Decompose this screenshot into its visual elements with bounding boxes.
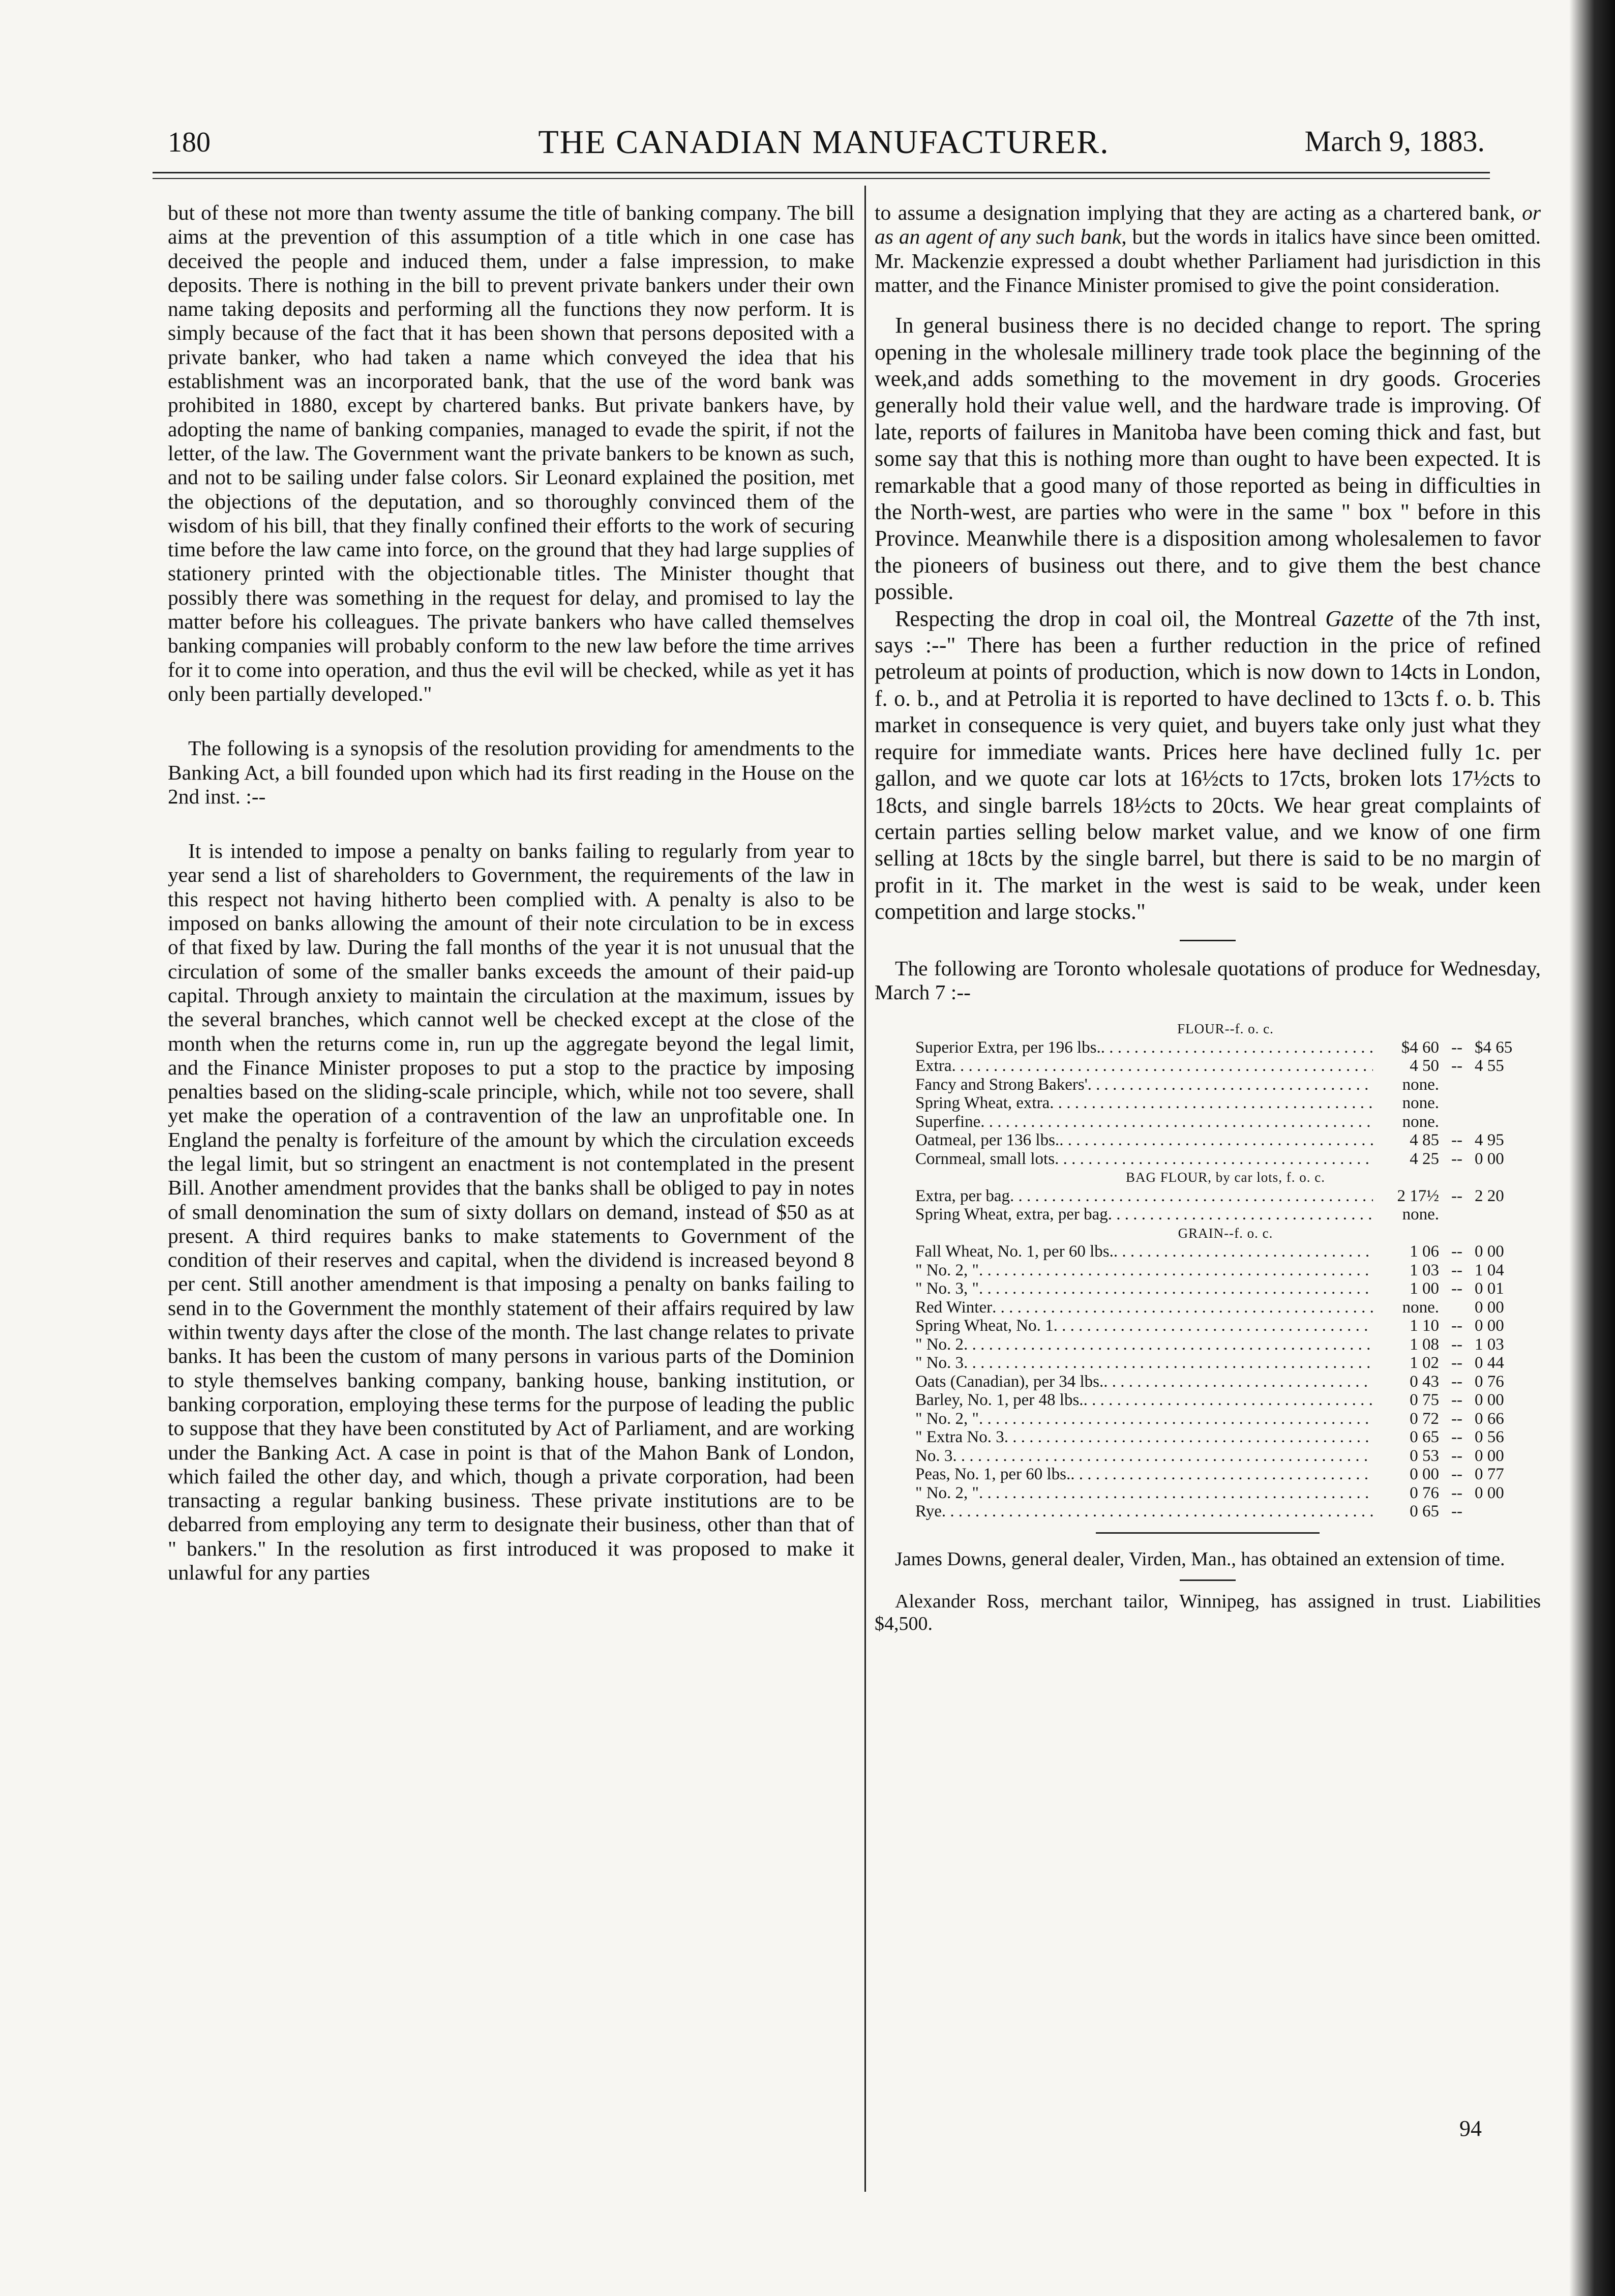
price-dash: --: [1451, 1465, 1462, 1484]
price-high: 0 76: [1475, 1372, 1504, 1391]
quotation-row: [915, 1094, 1536, 1113]
price-low: 4 50: [1410, 1057, 1439, 1076]
coal-oil-paragraph: Respecting the drop in coal oil, the Montreal Gazette of the 7th inst, says :--" There has been a further reduction in the price of refined petroleum at points of production, which is now down to 14cts in London, f. o. b., and at Petrolia it is reported to have declined to 13cts f. o. b. This market in consequence is very quiet, and buyers take only just what they require for immediate wants. Prices here have declined fully 1c. per gallon, and we quote car lots at 16½cts to 17cts, broken lots 17½cts to 18cts, and single barrels 18½cts to 20cts. We hear great complaints of certain parties selling below market value, and we know of one firm selling at 18cts by the single barrel, but there is said to be no margin of profit in it. The market in the west is said to be weak, under keen competition and large stocks.": [875, 606, 1541, 925]
flour-rows: [915, 1038, 1536, 1169]
right-column: [875, 201, 1541, 1635]
price-low: 0 53: [1410, 1446, 1439, 1465]
leader-dots: [979, 1484, 1373, 1503]
leader-dots: [1103, 1373, 1373, 1391]
quotation-label: Spring Wheat, extra: [915, 1094, 1050, 1113]
synopsis-paragraph: It is intended to impose a penalty on banks failing to regularly from year to year send a list of shareholders to Government, the requirements of the law in this respect not having hitherto been complied with. A penalty is also to be imposed on banks allowing the amount of their note circulation to be in excess of that fixed by law. During the fall months of the year it is not unusual that the circulation of some of the smaller banks exceeds the amount of their paid-up capital. Through anxiety to maintain the circulation at the maximum, issues by the several branches, which cannot well be checked except at the close of the month when the returns come in, run up the aggregate beyond the legal limit, and the Finance Minister proposes to put a stop to the practice by imposing penalties based on the sliding-scale principle, which, while not too severe, shall yet make the operation of a contravention of the law an unprofitable one. In England the penalty is forfeiture of the amount by which the circulation exceeds the legal limit, but so stringent an enactment is not contemplated in the present Bill. Another amendment provides that the banks shall be obliged to pay in notes of small denomination the sum of sixty dollars on demand, instead of $50 as at present. A third requires banks to make statements to Government of the condition of their reserves and capital, when the dividend is increased beyond 8 per cent. Still another amendment is that imposing a penalty on banks failing to send in to the Government the monthly statement of their affairs required by law within twenty days after the close of the month. The last change relates to private banks. It has been the custom of many persons in various parts of the Dominion to style themselves banking company, banking house, banking institution, or banking corporation, employing these terms for the purpose of leading the public to suppose that they have been constituted by Act of Parliament, and are working under the Banking Act. A case in point is that of the Mahon Bank of London, which failed the other day, and which, though a private corporation, had been transacting a regular banking business. These private institutions are to be debarred from employing any term to designate their business, other than that of " bankers." In the resolution as first introduced it was proposed to make it unlawful for any parties: [168, 839, 854, 1585]
price-dash: --: [1451, 1446, 1462, 1465]
quotation-row: [915, 1391, 1536, 1410]
bag-flour-rows: [915, 1187, 1536, 1224]
quotations-intro: The following are Toronto wholesale quotations of produce for Wednesday, March 7 :--: [875, 956, 1541, 1004]
quotations-table: [915, 1020, 1536, 1521]
quotation-label: Extra, per bag: [915, 1186, 1010, 1205]
quotation-label: Fall Wheat, No. 1, per 60 lbs.: [915, 1242, 1114, 1261]
quotation-label: " No. 2, ": [915, 1261, 979, 1279]
price-dash: --: [1451, 1409, 1462, 1428]
quotation-label: Rye: [915, 1502, 942, 1521]
section-divider: [1180, 940, 1236, 941]
quotation-row: [915, 1428, 1536, 1447]
leader-dots: [952, 1447, 1373, 1466]
price-high: 2 20: [1475, 1186, 1504, 1205]
quotation-label: " Extra No. 3: [915, 1428, 1004, 1447]
quotation-label: Superior Extra, per 196 lbs.: [915, 1038, 1101, 1057]
price-dash: --: [1451, 1038, 1462, 1057]
price-low: 0 65: [1410, 1428, 1439, 1447]
price-low: none.: [1402, 1298, 1439, 1317]
issue-date: March 9, 1883.: [1304, 125, 1485, 158]
quotation-row: [915, 1038, 1536, 1057]
quotation-row: [915, 1242, 1536, 1261]
leader-dots: [1101, 1038, 1373, 1057]
leader-dots: [1050, 1094, 1373, 1113]
quotation-row: [915, 1502, 1536, 1521]
price-dash: --: [1451, 1186, 1462, 1205]
business-notes: [875, 1548, 1541, 1635]
price-high: 0 00: [1475, 1391, 1504, 1410]
quotation-row: [915, 1150, 1536, 1169]
quotation-row: [915, 1447, 1536, 1466]
price-high: 0 01: [1475, 1279, 1504, 1298]
grain-heading: GRAIN--f. o. c.: [1178, 1225, 1273, 1241]
price-high: 0 77: [1475, 1465, 1504, 1484]
leader-dots: [951, 1057, 1373, 1076]
price-high: [1475, 1502, 1536, 1521]
price-low: none.: [1402, 1075, 1439, 1094]
price-dash: [1439, 1298, 1475, 1317]
price-dash: --: [1451, 1149, 1462, 1168]
price-high: 0 00: [1475, 1483, 1504, 1502]
price-low: 1 10: [1410, 1317, 1439, 1335]
price-high: 0 00: [1475, 1149, 1504, 1168]
leader-dots: [1084, 1391, 1373, 1410]
price-low: 0 75: [1410, 1391, 1439, 1410]
price-dash: --: [1451, 1261, 1462, 1279]
price-dash: [1439, 1205, 1475, 1224]
price-high: 0 00: [1475, 1317, 1504, 1335]
scan-edge-shadow: [1569, 0, 1615, 2296]
quotation-row: [915, 1335, 1536, 1354]
leader-dots: [1114, 1242, 1373, 1261]
synopsis-intro-paragraph: The following is a synopsis of the resolution providing for amendments to the Banking Act, a bill founded upon which had its first reading in the House on the 2nd inst. :--: [168, 736, 854, 808]
price-dash: [1439, 1076, 1475, 1094]
quotation-row: [915, 1317, 1536, 1335]
quotation-label: Cornmeal, small lots: [915, 1149, 1055, 1168]
note-james-downs: James Downs, general dealer, Virden, Man., has obtained an extension of time.: [895, 1548, 1505, 1570]
price-dash: [1439, 1113, 1475, 1131]
leader-dots: [979, 1410, 1373, 1428]
price-high: 0 00: [1475, 1446, 1504, 1465]
quotation-row: [915, 1113, 1536, 1131]
price-high: 1 04: [1475, 1261, 1504, 1279]
price-low: 1 08: [1410, 1335, 1439, 1354]
quotation-row: [915, 1279, 1536, 1298]
price-high: [1475, 1205, 1536, 1224]
header-rule-thin: [153, 178, 1490, 179]
price-dash: --: [1451, 1483, 1462, 1502]
quotation-row: [915, 1410, 1536, 1428]
price-dash: --: [1451, 1057, 1462, 1076]
flour-heading: FLOUR--f. o. c.: [1177, 1021, 1274, 1037]
price-low: none.: [1402, 1094, 1439, 1113]
price-low: 0 72: [1410, 1409, 1439, 1428]
general-business-paragraph: In general business there is no decided change to report. The spring opening in the wholesale millinery trade took place the beginning of the week,and adds something to the movement in dry goods. Groceries generally hold their value well, and the hardware trade is improving. Of late, reports of failures in Manitoba have been coming thick and fast, but some say that this is nothing more than ought to have been expected. It is remarkable that a good many of those reported as being in difficulties in the North-west, are parties who were in the same " box " before in this Province. Meanwhile there is a disposition among wholesalemen to favor the pioneers of business out there, and to give them the best chance possible.: [875, 313, 1541, 605]
quotation-label: Barley, No. 1, per 48 lbs.: [915, 1391, 1084, 1410]
quotation-row: [915, 1373, 1536, 1391]
price-high: 0 56: [1475, 1428, 1504, 1447]
leader-dots: [1055, 1150, 1373, 1169]
leader-dots: [1108, 1205, 1373, 1224]
leader-dots: [1059, 1131, 1373, 1150]
gazette-name: Gazette: [1325, 606, 1394, 631]
quotation-label: Oatmeal, per 136 lbs.: [915, 1131, 1060, 1150]
price-dash: --: [1451, 1428, 1462, 1447]
quotation-label: Red Winter: [915, 1298, 993, 1317]
left-column: [168, 201, 854, 1585]
leader-dots: [980, 1113, 1373, 1131]
price-high: 0 44: [1475, 1354, 1504, 1373]
quotation-row: [915, 1057, 1536, 1076]
price-high: 0 00: [1475, 1242, 1504, 1261]
price-dash: --: [1451, 1279, 1462, 1298]
leader-dots: [942, 1502, 1373, 1521]
quotation-row: [915, 1465, 1536, 1484]
price-dash: --: [1451, 1502, 1462, 1521]
price-low: 0 76: [1410, 1483, 1439, 1502]
quotation-label: Spring Wheat, extra, per bag: [915, 1205, 1108, 1224]
price-dash: --: [1451, 1354, 1462, 1373]
italic-phrase: or as an agent of any such bank: [875, 201, 1541, 249]
price-high: 4 95: [1475, 1131, 1504, 1150]
quotation-row: [915, 1354, 1536, 1373]
quotation-label: Oats (Canadian), per 34 lbs.: [915, 1372, 1104, 1391]
leader-dots: [1054, 1317, 1373, 1335]
price-low: 1 06: [1410, 1242, 1439, 1261]
price-dash: --: [1451, 1131, 1462, 1150]
price-dash: --: [1451, 1317, 1462, 1335]
price-dash: --: [1451, 1335, 1462, 1354]
quotation-label: " No. 3: [915, 1354, 964, 1373]
notes-divider: [1096, 1532, 1320, 1534]
leader-dots: [1010, 1187, 1373, 1206]
bag-flour-heading: BAG FLOUR, by car lots, f. o. c.: [1126, 1170, 1325, 1185]
quotation-label: No. 3: [915, 1446, 953, 1465]
quotation-label: Spring Wheat, No. 1: [915, 1317, 1054, 1335]
quotation-label: " No. 2, ": [915, 1409, 979, 1428]
quotation-label: Superfine: [915, 1112, 981, 1131]
price-high: [1475, 1113, 1536, 1131]
leader-dots: [964, 1354, 1373, 1373]
publication-title: THE CANADIAN MANUFACTURER.: [538, 124, 1110, 161]
quotation-row: [915, 1131, 1536, 1150]
quotation-row: [915, 1484, 1536, 1503]
page-header: [153, 117, 1495, 163]
price-low: $4 60: [1401, 1038, 1439, 1057]
note-divider: [1180, 1579, 1236, 1581]
price-high: [1475, 1094, 1536, 1113]
price-low: 4 85: [1410, 1131, 1439, 1150]
price-low: 1 03: [1410, 1261, 1439, 1279]
price-high: 1 03: [1475, 1335, 1504, 1354]
quotation-row: [915, 1187, 1536, 1206]
quotation-row: [915, 1298, 1536, 1317]
header-rule: [153, 172, 1490, 173]
quotation-row: [915, 1261, 1536, 1280]
quotation-label: " No. 2, ": [915, 1483, 979, 1502]
grain-rows: [915, 1242, 1536, 1521]
quotation-label: " No. 2: [915, 1335, 964, 1354]
price-low: 4 25: [1410, 1149, 1439, 1168]
price-low: none.: [1402, 1205, 1439, 1224]
price-dash: --: [1451, 1391, 1462, 1410]
price-low: 0 43: [1410, 1372, 1439, 1391]
price-high: 0 66: [1475, 1409, 1504, 1428]
price-low: 2 17½: [1397, 1186, 1439, 1205]
quotation-label: Fancy and Strong Bakers': [915, 1075, 1088, 1094]
folio-number: 94: [1459, 2116, 1482, 2141]
price-high: 4 55: [1475, 1057, 1504, 1076]
leader-dots: [1088, 1076, 1373, 1094]
price-low: 0 00: [1410, 1465, 1439, 1484]
price-dash: [1439, 1094, 1475, 1113]
leader-dots: [992, 1298, 1373, 1317]
leader-dots: [979, 1261, 1373, 1280]
leader-dots: [1004, 1428, 1373, 1447]
column-divider: [864, 186, 866, 2192]
quotation-row: [915, 1205, 1536, 1224]
price-high: $4 65: [1475, 1038, 1513, 1057]
quotation-label: " No. 3, ": [915, 1279, 979, 1298]
price-low: 1 00: [1410, 1279, 1439, 1298]
price-dash: --: [1451, 1242, 1462, 1261]
price-low: 1 02: [1410, 1354, 1439, 1373]
quotation-label: Peas, No. 1, per 60 lbs.: [915, 1465, 1071, 1484]
leader-dots: [979, 1279, 1373, 1298]
price-high: [1475, 1076, 1536, 1094]
leader-dots: [964, 1335, 1373, 1354]
note-alexander-ross: Alexander Ross, merchant tailor, Winnipeg, has assigned in trust. Liabilities $4,500.: [875, 1590, 1541, 1634]
continued-paragraph: to assume a designation implying that they are acting as a chartered bank, or as an agent of any such bank, but the words in italics have since been omitted. Mr. Mackenzie expressed a doubt whether Parliament had jurisdiction in this matter, and the Finance Minister promised to give the point consideration.: [875, 201, 1541, 296]
price-low: none.: [1402, 1112, 1439, 1131]
price-high: 0 00: [1475, 1298, 1504, 1317]
price-dash: --: [1451, 1372, 1462, 1391]
banking-article-paragraph: but of these not more than twenty assume the title of banking company. The bill aims at the prevention of this assumption of a title which in one case has deceived the people and induced them, under a false impression, to make deposits. There is nothing in the bill to prevent private bankers under their own name taking deposits and performing all the functions they now perform. It is simply because of the fact that it has been shown that persons deposited with a private banker, who had taken a name which conveyed the idea that his establishment was an incorporated bank, that the use of the word bank was prohibited in 1880, except by chartered banks. But private bankers have, by adopting the name of banking companies, managed to evade the spirit, if not the letter, of the law. The Government want the private bankers to be known as such, and not to be sailing under false colors. Sir Leonard explained the position, met the objections of the deputation, and so thoroughly convinced them of the wisdom of his bill, that they finally confined their efforts to the work of securing time before the law came into force, on the ground that they had large supplies of stationery printed with the objectionable titles. The Minister thought that possibly there was something in the request for delay, and promised to lay the matter before his colleagues. The private bankers who have called themselves banking companies will probably conform to the new law before the time arrives for it to come into operation, and thus the evil will be checked, while as yet it has only been partially developed.": [168, 201, 854, 705]
quotation-row: [915, 1076, 1536, 1094]
price-low: 0 65: [1410, 1502, 1439, 1521]
leader-dots: [1070, 1465, 1373, 1484]
page-number: 180: [168, 127, 211, 158]
quotation-label: Extra: [915, 1057, 952, 1076]
